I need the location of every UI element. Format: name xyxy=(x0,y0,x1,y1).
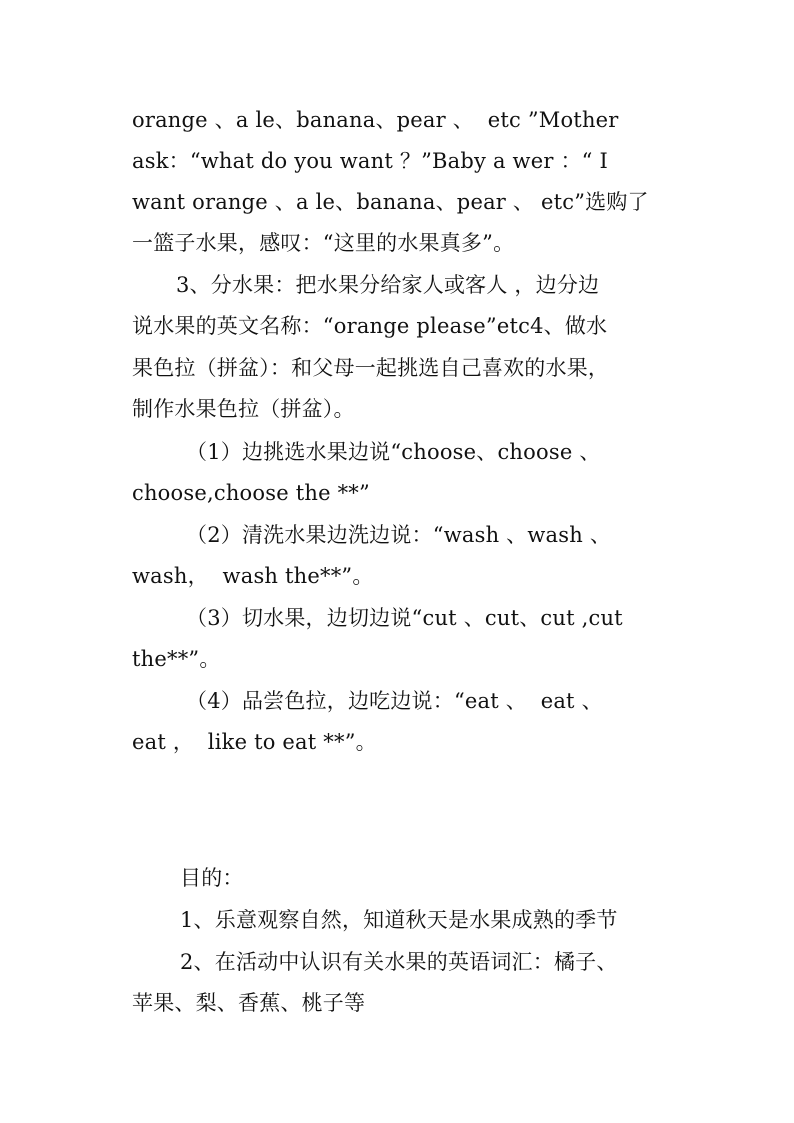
text-line: 说水果的英文名称：“orange please”etc4、做水 xyxy=(132,314,608,338)
text-line: 制作水果色拉（拼盆）。 xyxy=(132,397,355,421)
text-line: 一篮子水果，感叹：“这里的水果真多”。 xyxy=(132,231,515,255)
goal-item: 苹果、梨、香蕉、桃子等 xyxy=(132,991,366,1015)
text-line: 果色拉（拼盆）：和父母一起挑选自己喜欢的水果， xyxy=(132,356,610,380)
goal-item: 1、乐意观察自然，知道秋天是水果成熟的季节 xyxy=(180,908,618,932)
goal-item: 2、在活动中认识有关水果的英语词汇：橘子、 xyxy=(180,950,618,974)
step-4-line-1: （4）品尝色拉，边吃边说：“eat 、 eat 、 xyxy=(186,689,603,713)
text-line: 3、分水果：把水果分给家人或客人 ，边分边 xyxy=(176,273,600,297)
step-1-line-1: （1）边挑选水果边说“choose、choose 、 xyxy=(186,440,601,464)
text-line: orange 、a le、banana、pear 、 etc ”Mother xyxy=(132,108,619,132)
step-4-line-2: eat ， like to eat **”。 xyxy=(132,730,377,754)
step-2-line-2: wash， wash the**”。 xyxy=(132,564,374,588)
step-3-line-1: （3）切水果，边切边说“cut 、cut、cut ,cut xyxy=(186,606,623,630)
step-2-line-1: （2）清洗水果边洗边说：“wash 、wash 、 xyxy=(186,523,612,547)
step-1-line-2: choose,choose the **” xyxy=(132,481,370,505)
text-line: want orange 、a le、banana、pear 、 etc”选购了 xyxy=(132,190,649,214)
text-line: ask：“what do you want ？”Baby a wer ：“ I xyxy=(132,149,608,173)
goals-heading: 目的： xyxy=(180,866,244,890)
step-3-line-2: the**”。 xyxy=(132,647,221,671)
